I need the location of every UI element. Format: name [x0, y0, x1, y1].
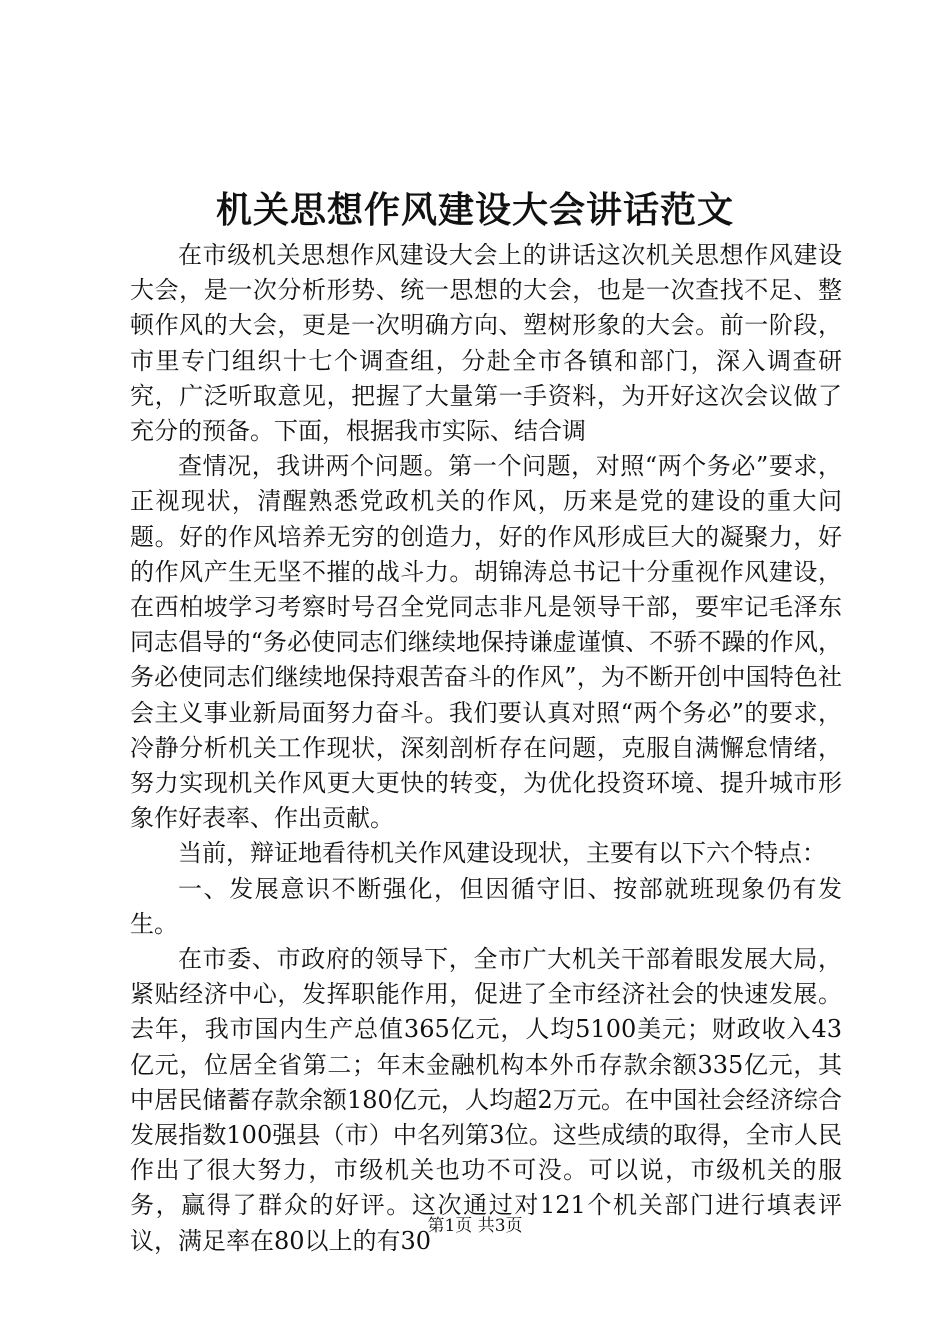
- paragraph-current-status: 当前，辩证地看待机关作风建设现状，主要有以下六个特点：: [178, 839, 826, 868]
- paragraph-achievements: 在市委、市政府的领导下，全市广大机关干部着眼发展大局，紧贴经济中心，发挥职能作用，促进了全市经济社会的快速发展。去年，我市国内生产总值365亿元，人均5100美元；财政收入43亿元，位居全省第二；年末金融机构本外币存款余额335亿元，其中居民储蓄存款余额180亿元，人均超2万元。在中国社会经济综合发展指数100强县（市）中名列第3位。这些成绩的取得，全市人民作出了很大努力，市级机关也功不可没。可以说，市级机关的服务，赢得了群众的好评。这次通过对121个机关部门进行填表评议，满足率在80以上的有30: [130, 945, 842, 1255]
- document-title: 机关思想作风建设大会讲话范文: [215, 189, 734, 231]
- paragraph-point-one-heading: 一、发展意识不断强化，但因循守旧、按部就班现象仍有发生。: [130, 874, 842, 938]
- page-number-footer: 第1页 共3页: [427, 1216, 523, 1236]
- paragraph-first-issue: 查情况，我讲两个问题。第一个问题，对照“两个务必”要求，正视现状，清醒熟悉党政机关的作风，历来是党的建设的重大问题。好的作风培养无穷的创造力，好的作风形成巨大的凝聚力，好的作风产生无坚不摧的战斗力。胡锦涛总书记十分重视作风建设，在西柏坡学习考察时号召全党同志非凡是领导干部，要牢记毛泽东同志倡导的“务必使同志们继续地保持谦虚谨慎、不骄不躁的作风，务必使同志们继续地保持艰苦奋斗的作风”，为不断开创中国特色社会主义事业新局面努力奋斗。我们要认真对照“两个务必”的要求，冷静分析机关工作现状，深刻剖析存在问题，克服自满懈怠情绪，努力实现机关作风更大更快的转变，为优化投资环境、提升城市形象作好表率、作出贡献。: [130, 452, 842, 833]
- document-body: [130, 238, 842, 1259]
- paragraph-intro: 在市级机关思想作风建设大会上的讲话这次机关思想作风建设大会，是一次分析形势、统一思想的大会，也是一次查找不足、整顿作风的大会，更是一次明确方向、塑树形象的大会。前一阶段，市里专门组织十七个调查组，分赴全市各镇和部门，深入调查研究，广泛听取意见，把握了大量第一手资料，为开好这次会议做了充分的预备。下面，根据我市实际、结合调: [130, 241, 842, 446]
